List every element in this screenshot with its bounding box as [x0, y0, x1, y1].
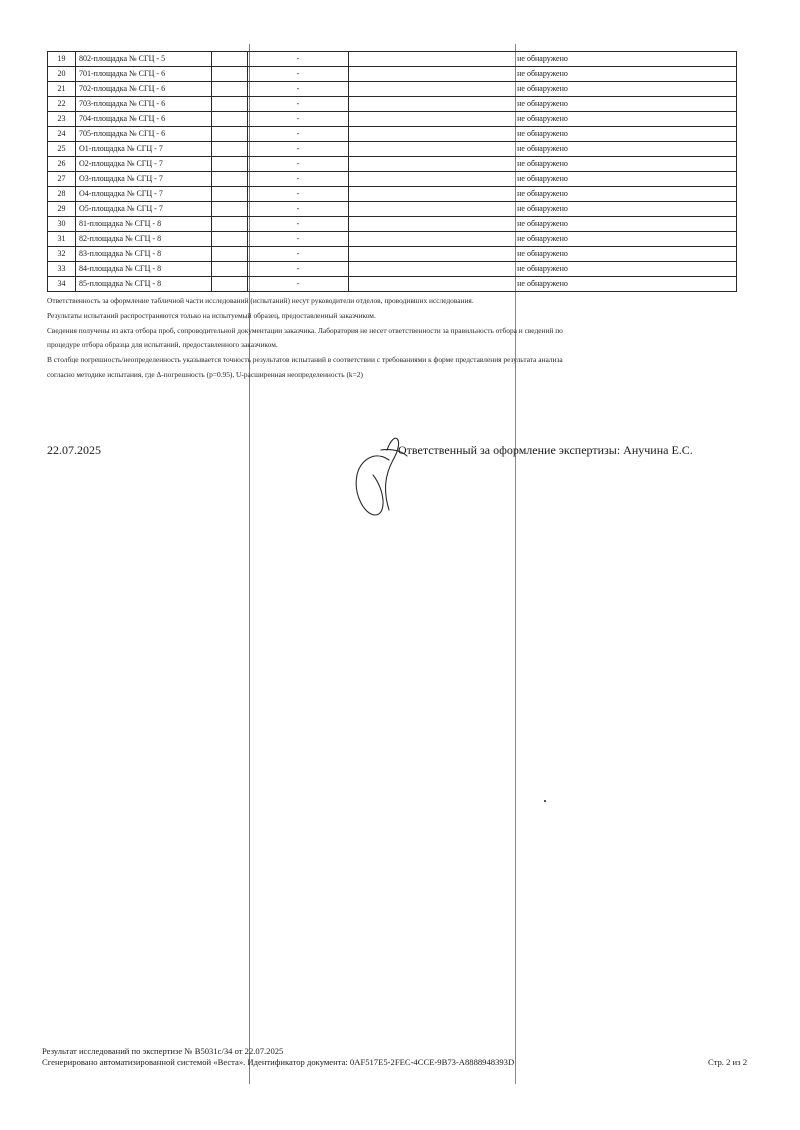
sample-name: 701-площадка № СГЦ - 6: [76, 67, 212, 82]
footer-generated-line: Сгенерировано автоматизированной системой «Веста». Идентификатор документа: 0AF517E5-2FEC-4CCE-9B73-A8888948393D: [42, 1057, 515, 1067]
empty-cell: [212, 127, 248, 142]
sample-name: 705-площадка № СГЦ - 6: [76, 127, 212, 142]
result-cell: не обнаружено: [349, 262, 737, 277]
row-number: 22: [48, 97, 76, 112]
row-number: 27: [48, 172, 76, 187]
sample-name: 84-площадка № СГЦ - 8: [76, 262, 212, 277]
result-cell: не обнаружено: [349, 157, 737, 172]
result-cell: не обнаружено: [349, 202, 737, 217]
row-number: 33: [48, 262, 76, 277]
table-row: [48, 202, 737, 217]
table-row: [48, 157, 737, 172]
row-number: 24: [48, 127, 76, 142]
uncertainty-cell: -: [248, 277, 349, 292]
footer-expertise-line: Результат исследований по экспертизе № В5031с/34 от 22.07.2025: [42, 1046, 284, 1056]
table-row: [48, 97, 737, 112]
empty-cell: [212, 202, 248, 217]
note-line: процедуре отбора образца для испытаний, предоставленного заказчиком.: [47, 340, 278, 350]
empty-cell: [212, 52, 248, 67]
results-table: [47, 51, 737, 292]
sample-name: 702-площадка № СГЦ - 6: [76, 82, 212, 97]
uncertainty-cell: -: [248, 112, 349, 127]
empty-cell: [212, 112, 248, 127]
empty-cell: [212, 157, 248, 172]
row-number: 26: [48, 157, 76, 172]
result-cell: не обнаружено: [349, 67, 737, 82]
result-cell: не обнаружено: [349, 97, 737, 112]
uncertainty-cell: -: [248, 127, 349, 142]
table-row: [48, 187, 737, 202]
table-row: [48, 217, 737, 232]
note-line: Результаты испытаний распространяются только на испытуемый образец, предоставленный заказчиком.: [47, 310, 376, 320]
sample-name: 704-площадка № СГЦ - 6: [76, 112, 212, 127]
table-row: [48, 262, 737, 277]
scan-speck: [544, 800, 546, 802]
table-row: [48, 52, 737, 67]
notes-block: [47, 294, 747, 383]
uncertainty-cell: -: [248, 232, 349, 247]
row-number: 21: [48, 82, 76, 97]
result-cell: не обнаружено: [349, 52, 737, 67]
empty-cell: [212, 232, 248, 247]
empty-cell: [212, 187, 248, 202]
row-number: 23: [48, 112, 76, 127]
row-number: 19: [48, 52, 76, 67]
sample-name: 85-площадка № СГЦ - 8: [76, 277, 212, 292]
uncertainty-cell: -: [248, 82, 349, 97]
table-row: [48, 172, 737, 187]
uncertainty-cell: -: [248, 202, 349, 217]
table-row: [48, 67, 737, 82]
empty-cell: [212, 97, 248, 112]
empty-cell: [212, 142, 248, 157]
results-table-body: [48, 52, 737, 292]
empty-cell: [212, 247, 248, 262]
uncertainty-cell: -: [248, 217, 349, 232]
row-number: 28: [48, 187, 76, 202]
note-line: В столбце погрешность/неопределенность указывается точность результатов испытаний в соответствии с требованиями к форме представления результата анализа: [47, 355, 563, 365]
result-cell: не обнаружено: [349, 217, 737, 232]
result-cell: не обнаружено: [349, 232, 737, 247]
empty-cell: [212, 277, 248, 292]
note-line: согласно методике испытания, где Δ-погрешность (p=0.95), U-расширенная неопределенность (k=2): [47, 369, 363, 379]
sample-name: 802-площадка № СГЦ - 5: [76, 52, 212, 67]
sample-name: О1-площадка № СГЦ - 7: [76, 142, 212, 157]
result-cell: не обнаружено: [349, 127, 737, 142]
result-cell: не обнаружено: [349, 112, 737, 127]
sample-name: О2-площадка № СГЦ - 7: [76, 157, 212, 172]
uncertainty-cell: -: [248, 157, 349, 172]
uncertainty-cell: -: [248, 247, 349, 262]
sample-name: 82-площадка № СГЦ - 8: [76, 232, 212, 247]
table-row: [48, 277, 737, 292]
uncertainty-cell: -: [248, 172, 349, 187]
handwritten-signature: [345, 420, 415, 520]
empty-cell: [212, 262, 248, 277]
table-row: [48, 142, 737, 157]
row-number: 29: [48, 202, 76, 217]
table-row: [48, 247, 737, 262]
uncertainty-cell: -: [248, 142, 349, 157]
page-number: Стр. 2 из 2: [708, 1057, 747, 1067]
empty-cell: [212, 172, 248, 187]
row-number: 32: [48, 247, 76, 262]
result-cell: не обнаружено: [349, 82, 737, 97]
empty-cell: [212, 67, 248, 82]
result-cell: не обнаружено: [349, 142, 737, 157]
responsible-person: Ответственный за оформление экспертизы: Анучина Е.С.: [398, 443, 693, 457]
row-number: 31: [48, 232, 76, 247]
sample-name: О5-площадка № СГЦ - 7: [76, 202, 212, 217]
page-footer: [42, 1046, 747, 1068]
sample-name: О3-площадка № СГЦ - 7: [76, 172, 212, 187]
result-cell: не обнаружено: [349, 277, 737, 292]
sample-name: О4-площадка № СГЦ - 7: [76, 187, 212, 202]
uncertainty-cell: -: [248, 97, 349, 112]
empty-cell: [212, 82, 248, 97]
result-cell: не обнаружено: [349, 187, 737, 202]
uncertainty-cell: -: [248, 67, 349, 82]
table-row: [48, 232, 737, 247]
sample-name: 83-площадка № СГЦ - 8: [76, 247, 212, 262]
row-number: 34: [48, 277, 76, 292]
table-row: [48, 112, 737, 127]
uncertainty-cell: -: [248, 52, 349, 67]
sample-name: 81-площадка № СГЦ - 8: [76, 217, 212, 232]
row-number: 25: [48, 142, 76, 157]
result-cell: не обнаружено: [349, 247, 737, 262]
signoff-date: 22.07.2025: [47, 443, 101, 457]
empty-cell: [212, 217, 248, 232]
row-number: 20: [48, 67, 76, 82]
note-line: Ответственность за оформление табличной части исследований (испытаний) несут руководители отделов, проводивших исследования.: [47, 296, 474, 305]
table-row: [48, 127, 737, 142]
uncertainty-cell: -: [248, 187, 349, 202]
uncertainty-cell: -: [248, 262, 349, 277]
row-number: 30: [48, 217, 76, 232]
sample-name: 703-площадка № СГЦ - 6: [76, 97, 212, 112]
result-cell: не обнаружено: [349, 172, 737, 187]
note-line: Сведения получены из акта отбора проб, сопроводительной документации заказчика. Лаборатория не несет ответственности за правильность отбора и сведений по: [47, 325, 563, 335]
table-row: [48, 82, 737, 97]
